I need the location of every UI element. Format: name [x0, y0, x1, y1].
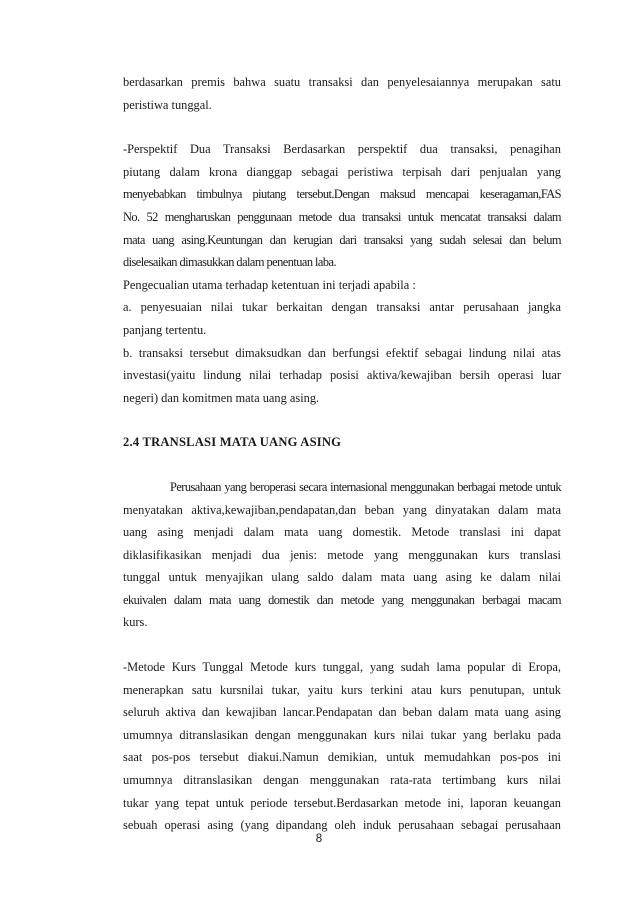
text-line: -Perspektif Dua Transaksi Berdasarkan perspektif dua transaksi, penagihan: [123, 142, 561, 157]
text-line: menyatakan aktiva,kewajiban,pendapatan,dan beban yang dinyatakan dalam mata: [123, 502, 561, 517]
text-line: diklasifikasikan menjadi dua jenis: metode yang menggunakan kurs translasi: [123, 547, 561, 562]
text-line: menyebabkan timbulnya piutang tersebut.Dengan maksud mencapai keseragaman,FAS: [123, 187, 561, 202]
text-line: menerapkan satu kursnilai tukar, yaitu kurs terkini atau kurs penutupan, untuk: [123, 682, 561, 697]
document-page: [123, 71, 561, 837]
text-line: negeri) dan komitmen mata uang asing.: [123, 390, 320, 405]
paragraph-intro: [123, 71, 561, 116]
text-line: Pengecualian utama terhadap ketentuan ini terjadi apabila :: [123, 277, 416, 292]
text-line: sebuah operasi asing (yang dipandang oleh induk perusahaan sebagai perusahaan: [123, 818, 561, 833]
paragraph-translation-methods: [123, 476, 561, 634]
text-line: No. 52 mengharuskan penggunaan metode dua transaksi untuk mencatat transaksi dalam: [123, 209, 561, 224]
text-line: panjang tertentu.: [123, 322, 207, 337]
text-line: umumnya ditranslasikan dengan menggunakan kurs nilai tukar yang berlaku pada: [123, 727, 561, 742]
paragraph-single-rate-method: [123, 656, 561, 837]
paragraph-spacer: [123, 409, 561, 431]
text-line: saat pos-pos tersebut diakui.Namun demikian, untuk memudahkan pos-pos ini: [123, 750, 561, 765]
text-line: investasi(yaitu lindung nilai terhadap posisi aktiva/kewajiban bersih operasi luar: [123, 368, 561, 383]
paragraph-spacer: [123, 454, 561, 476]
paragraph-spacer: [123, 116, 561, 138]
text-line: tukar yang tepat untuk periode tersebut.Berdasarkan metode ini, laporan keuangan: [123, 795, 561, 810]
text-line: mata uang asing.Keuntungan dan kerugian dari transaksi yang sudah selesai dan belum: [123, 232, 561, 247]
paragraph-two-transaction-perspective: [123, 138, 561, 409]
text-line: a. penyesuaian nilai tukar berkaitan dengan transaksi antar perusahaan jangka: [123, 300, 561, 315]
text-line: kurs.: [123, 615, 148, 630]
text-line: uang asing menjadi dalam mata uang domestik. Metode translasi ini dapat: [123, 525, 561, 540]
section-heading: 2.4 TRANSLASI MATA UANG ASING: [123, 435, 342, 450]
page-number: 8: [315, 833, 323, 845]
text-line: Perusahaan yang beroperasi secara internasional menggunakan berbagai metode untuk: [170, 479, 561, 494]
text-line: diselesaikan dimasukkan dalam penentuan laba.: [123, 255, 337, 270]
text-line: tunggal untuk menyajikan ulang saldo dalam mata uang asing ke dalam nilai: [123, 570, 561, 585]
text-line: umumnya ditranslasikan dengan menggunakan rata-rata tertimbang kurs nilai: [123, 773, 561, 788]
text-line: ekuivalen dalam mata uang domestik dan metode yang menggunakan berbagai macam: [123, 592, 561, 607]
text-line: seluruh aktiva dan kewajiban lancar.Pendapatan dan beban dalam mata uang asing: [123, 705, 561, 720]
text-line: -Metode Kurs Tunggal Metode kurs tunggal, yang sudah lama popular di Eropa,: [123, 660, 561, 675]
text-line: piutang dalam krona dianggap sebagai peristiwa terpisah dari penjualan yang: [123, 164, 561, 179]
text-line: peristiwa tunggal.: [123, 97, 212, 112]
text-line: berdasarkan premis bahwa suatu transaksi dan penyelesaiannya merupakan satu: [123, 75, 561, 89]
paragraph-spacer: [123, 634, 561, 656]
text-line: b. transaksi tersebut dimaksudkan dan berfungsi efektif sebagai lindung nilai atas: [123, 345, 561, 360]
